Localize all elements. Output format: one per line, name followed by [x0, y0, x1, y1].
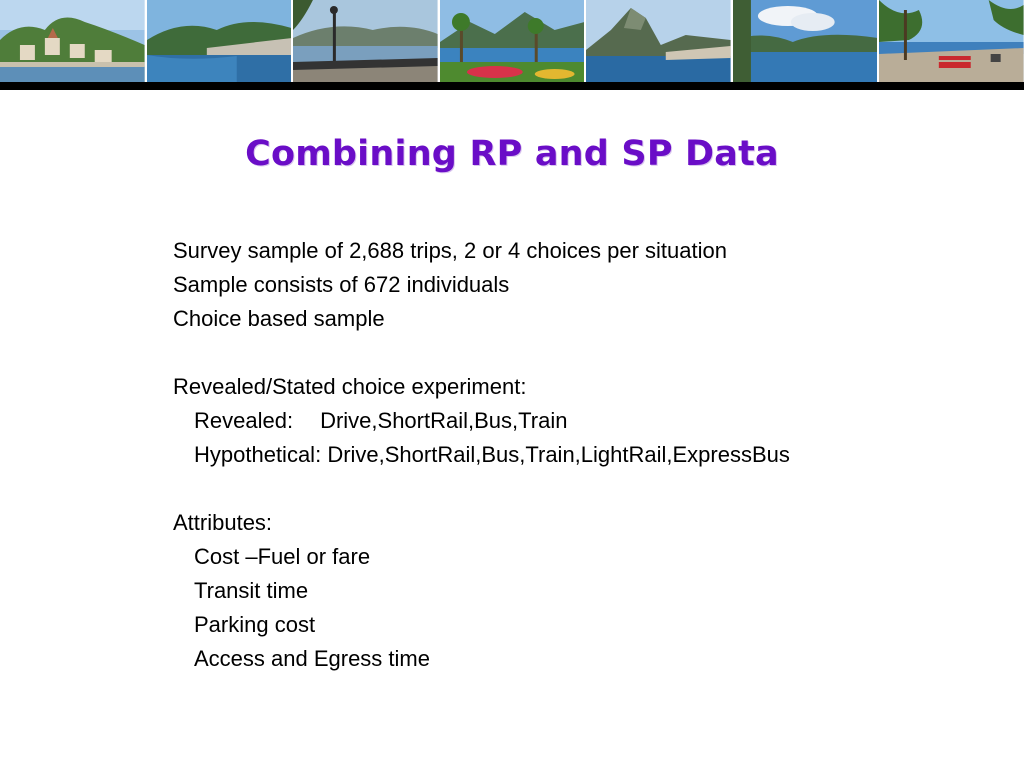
survey-line-2: Sample consists of 672 individuals — [173, 272, 510, 297]
attribute-item: Cost –Fuel or fare — [194, 544, 371, 569]
lake-clouds-photo — [733, 0, 878, 82]
slide-body — [173, 234, 973, 676]
photo-banner — [0, 0, 1024, 82]
hypothetical-label: Hypothetical: — [194, 442, 322, 467]
lakeside-walkway-bench-photo — [879, 0, 1024, 82]
mountain-peak-lake-photo — [586, 0, 731, 82]
hypothetical-value: Drive,ShortRail,Bus,Train,LightRail,ExpressBus — [327, 442, 790, 467]
slide-title: Combining RP and SP Data — [245, 134, 779, 174]
attributes-heading: Attributes: — [173, 510, 273, 535]
experiment-heading: Revealed/Stated choice experiment: — [173, 374, 527, 399]
attribute-item: Transit time — [194, 578, 309, 603]
attribute-item: Access and Egress time — [194, 646, 430, 671]
revealed-label: Revealed: — [194, 408, 294, 433]
survey-line-3: Choice based sample — [173, 306, 385, 331]
hillside-village-photo — [0, 0, 145, 82]
hypothetical-line — [173, 438, 973, 472]
survey-line-1: Survey sample of 2,688 trips, 2 or 4 choices per situation — [173, 238, 727, 263]
spacer — [173, 336, 973, 370]
lakeside-promenade-photo — [293, 0, 438, 82]
banner-divider — [0, 82, 1024, 90]
revealed-value: Drive,ShortRail,Bus,Train — [320, 408, 568, 433]
revealed-line — [173, 404, 973, 438]
attribute-item: Parking cost — [194, 612, 316, 637]
lake-town-photo — [147, 0, 292, 82]
spacer — [173, 472, 973, 506]
lake-mountain-gardens-photo — [440, 0, 585, 82]
